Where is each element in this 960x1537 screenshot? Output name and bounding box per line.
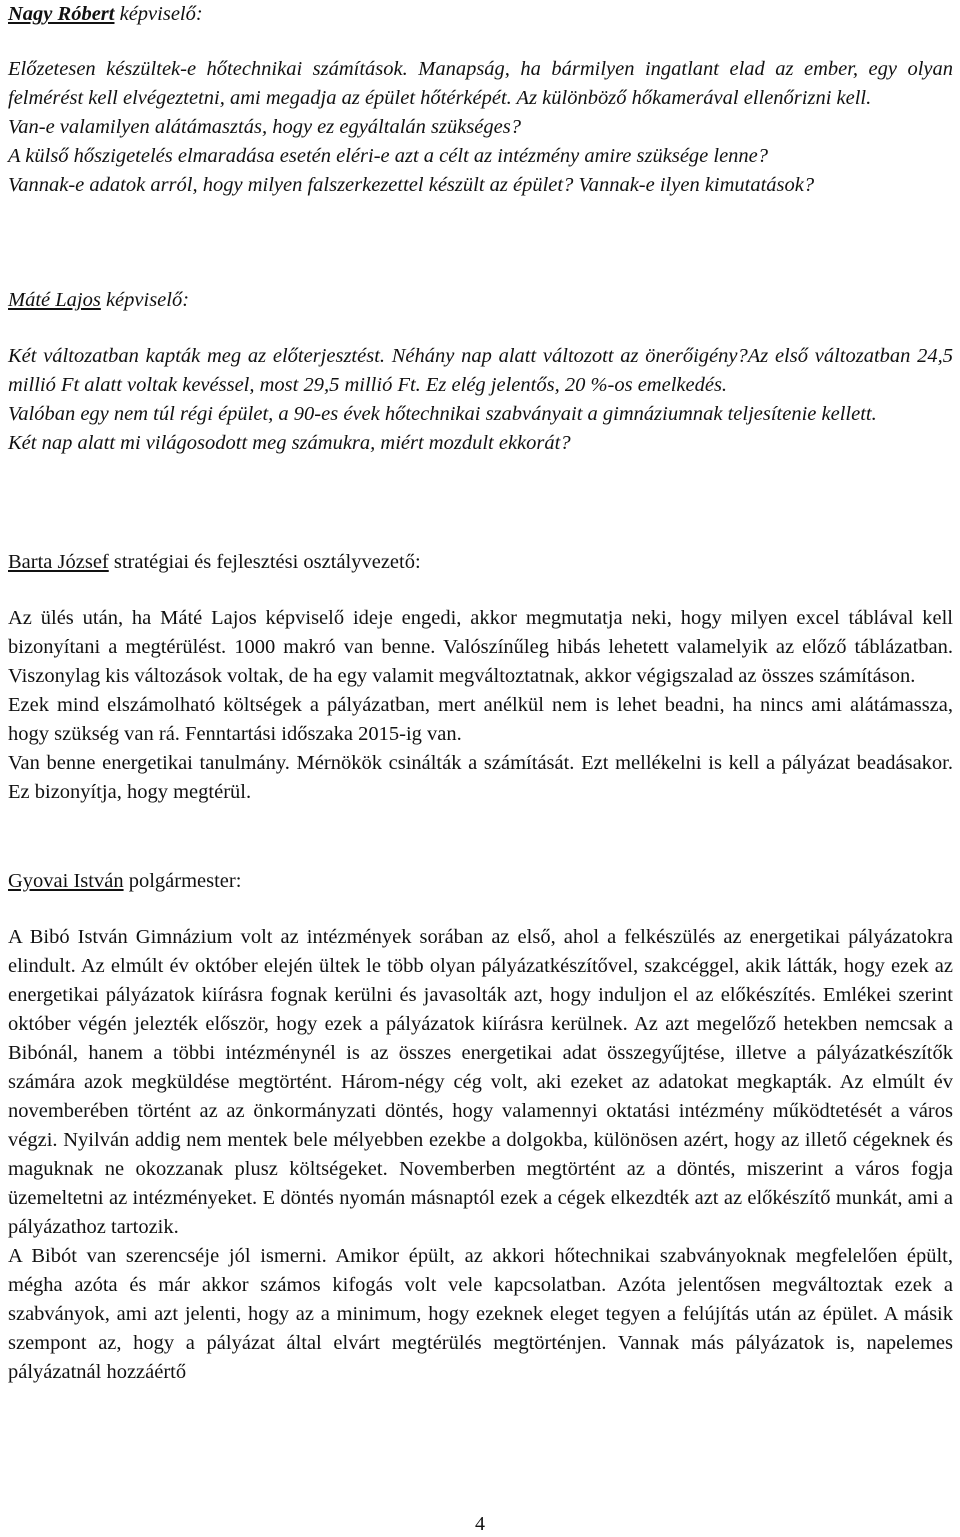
speaker-heading bbox=[8, 548, 953, 577]
speaker-heading bbox=[8, 286, 953, 315]
speaker-heading bbox=[8, 867, 953, 896]
paragraph: Ezek mind elszámolható költségek a pályázatban, mert anélkül nem is lehet beadni, ha nincs ami alátámassza, hogy szükség van rá. Fenntartási időszaka 2015-ig van. bbox=[8, 694, 953, 745]
speaker-role: képviselő: bbox=[114, 3, 203, 25]
paragraph: A külső hőszigetelés elmaradása esetén eléri-e azt a célt az intézmény amire szüksége lenne? bbox=[8, 145, 769, 167]
section-gyovai-istvan bbox=[8, 867, 953, 1387]
paragraph: A Bibót van szerencséje jól ismerni. Amikor épült, az akkori hőtechnikai szabványoknak megfelelően épült, mégha azóta és már akkor számos kifogás volt vele kapcsolatban. Azóta jelentősen megváltoztak ezek a szabványok, ami azt jelenti, hogy az a minimum, hogy ezeknek eleget tegyen a felújítás után az épület. A másik szempont az, hogy a pályázat által elvárt megtérülés megtörténjen. Vannak más pályázatok is, napelemes pályázatnál hozzáértő bbox=[8, 1245, 953, 1383]
paragraph: Az ülés után, ha Máté Lajos képviselő ideje engedi, akkor megmutatja neki, hogy milyen excel táblával kell bizonyítani a megtérülést. 1000 makró van benne. Valószínűleg hibás lehetett valamelyik az előző táblázatban. Viszonylag kis változások voltak, de ha egy valamit megváltoztatnak, akkor végigszalad az összes számításon. bbox=[8, 607, 953, 687]
paragraph: Vannak-e adatok arról, hogy milyen falszerkezettel készült az épület? Vannak-e ilyen kimutatások? bbox=[8, 174, 815, 196]
section-barta-jozsef bbox=[8, 548, 953, 807]
page-number: 4 bbox=[475, 1513, 485, 1535]
paragraph: A Bibó István Gimnázium volt az intézmények sorában az első, ahol a felkészülés az energetikai pályázatokra elindult. Az elmúlt év október elején ültek le több olyan pályázatkészítővel, szakcéggel, akik látták, hogy ezek az energetikai pályázatok kiírásra fognak kerülni és javasolták azt, hogy induljon el az előkészítés. Emlékei szerint október végén jelezték először, hogy ezek a pályázatok kiírásra kerülnek. Az azt megelőző hetekben nemcsak a Bibónál, hanem a többi intézménynél is az összes energetikai adat összegyűjtése, illetve a pályázatkészítők számára azok megküldése megtörtént. Három-négy cég volt, aki ezeket az adatokat megkapták. Az elmúlt év novemberében történt az az önkormányzati döntés, hogy valamennyi oktatási intézmény működtetését a város végzi. Nyilván addig nem mentek bele mélyebben ezekbe a dolgokba, különösen azért, hogy az illető cégeknek és maguknak ne okozzanak plusz költségeket. Novemberben megtörtént az a döntés, miszerint a város fogja üzemeltetni az intézményeket. E döntés nyomán másnaptól ezek a cégek elkezdték azt az előkészítő munkát, ami a pályázathoz tartozik. bbox=[8, 926, 953, 1238]
speaker-name: Máté Lajos bbox=[8, 289, 101, 311]
speaker-name: Nagy Róbert bbox=[8, 3, 115, 25]
speaker-name: Barta József bbox=[8, 551, 109, 573]
paragraph: Két nap alatt mi világosodott meg számukra, miért mozdult ekkorát? bbox=[8, 432, 571, 454]
paragraph: Két változatban kapták meg az előterjesztést. Néhány nap alatt változott az önerőigény?Az első változatban 24,5 millió Ft alatt voltak kevéssel, most 29,5 millió Ft. Ez elég jelentős, 20 %-os emelkedés. bbox=[8, 345, 953, 396]
speaker-role: képviselő: bbox=[100, 289, 190, 311]
section-nagy-robert bbox=[8, 0, 953, 200]
speaker-heading bbox=[8, 0, 953, 29]
speaker-name: Gyovai István bbox=[8, 870, 124, 892]
section-mate-lajos bbox=[8, 286, 953, 458]
paragraph: Van-e valamilyen alátámasztás, hogy ez egyáltalán szükséges? bbox=[8, 116, 521, 138]
paragraph: Van benne energetikai tanulmány. Mérnökök csinálták a számítását. Ezt mellékelni is kell a pályázat beadásakor. Ez bizonyítja, hogy megtérül. bbox=[8, 752, 953, 803]
speaker-role: polgármester: bbox=[123, 870, 242, 892]
paragraph: Előzetesen készültek-e hőtechnikai számítások. Manapság, ha bármilyen ingatlant elad az ember, egy olyan felmérést kell elvégeztetni, ami megadja az épület hőtérképét. Az különböző hőkamerával ellenőrizni kell. bbox=[8, 58, 953, 109]
speaker-role: stratégiai és fejlesztési osztályvezető: bbox=[108, 551, 421, 573]
paragraph: Valóban egy nem túl régi épület, a 90-es évek hőtechnikai szabványait a gimnáziumnak teljesítenie kellett. bbox=[8, 403, 877, 425]
